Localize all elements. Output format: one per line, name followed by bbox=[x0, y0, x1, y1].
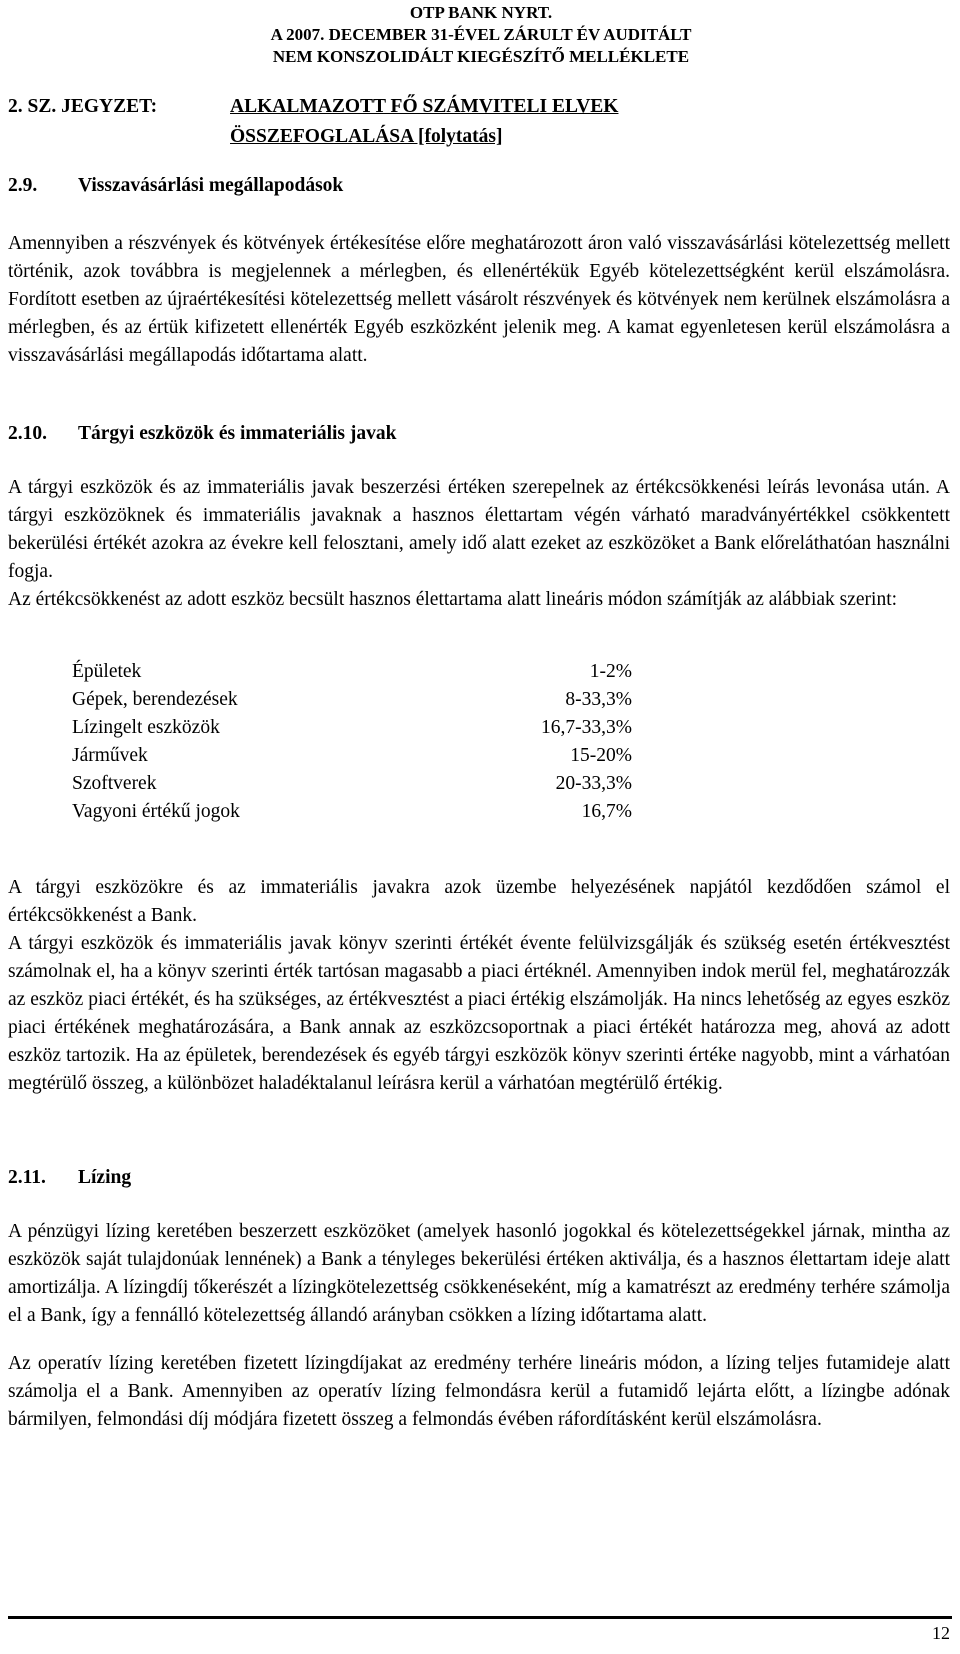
depreciation-rate: 16,7% bbox=[581, 801, 632, 822]
asset-category: Szoftverek bbox=[72, 773, 157, 794]
paragraph: Az operatív lízing keretében fizetett lízingdíjakat az eredmény terhére lineáris módon, a lízing teljes futamideje alatt számolja el a Bank. Amennyiben az operatív lízing felmondásra kerül a futamidő lejárta előtt, a lízingbe adónak bármilyen, felmondási díj módjára fizetett összeg a felmondás évében ráfordításként kerül elszámolásra. bbox=[8, 1353, 950, 1430]
header-line-3: NEM KONSZOLIDÁLT KIEGÉSZÍTŐ MELLÉKLETE bbox=[272, 47, 690, 66]
depreciation-rate: 20-33,3% bbox=[555, 773, 632, 794]
document-header bbox=[0, 2, 960, 68]
footer-divider bbox=[8, 1616, 952, 1619]
section-title: Visszavásárlási megállapodások bbox=[78, 175, 344, 196]
section-2-10-body bbox=[8, 474, 950, 614]
section-2-9-body bbox=[8, 230, 950, 370]
asset-category: Járművek bbox=[72, 745, 148, 766]
section-heading-2-9 bbox=[8, 172, 343, 200]
list-item bbox=[72, 658, 632, 686]
section-number: 2.11. bbox=[8, 1167, 46, 1188]
paragraph: Az értékcsökkenést az adott eszköz becsült hasznos élettartama alatt lineáris módon számítják az alábbiak szerint: bbox=[8, 589, 898, 610]
page-number: 12 bbox=[932, 1623, 950, 1643]
paragraph: A tárgyi eszközök és immateriális javak könyv szerinti értékét évente felülvizsgálják és szükség esetén értékvesztést számolnak el, ha a könyv szerinti érték tartósan magasabb a piaci értéknél. Amennyiben indok merül fel, meghatározzák az eszköz piaci értékét, és ha szükséges, az értékvesztést a piaci értékig elszámolják. Ha nincs lehetőség az egyes eszköz piaci értékének meghatározására, a Bank annak az eszközcsoportnak a piaci értékét határozza meg, ahová az adott eszköz tartozik. Ha az épületek, berendezések és egyéb tárgyi eszközök könyv szerinti értéke nagyobb, mint a várhatóan megtérülő összeg, a különbözet haladéktalanul leírásra kerül a várhatóan megtérülő értékig. bbox=[8, 933, 950, 1094]
paragraph: A pénzügyi lízing keretében beszerzett eszközöket (amelyek hasonló jogokkal és kötelezettségekkel járnak, mintha az eszközök saját tulajdonúak lennének) a Bank a tényleges bekerülési értéken aktiválja, és a hasznos élettartam ideje alatt amortizálja. A lízingdíj tőkerészét a lízingkötelezettség csökkenéseként, míg a kamatrészt az eredmény terhére számolja el a Bank, így a fennálló kötelezettség állandó arányban csökken a lízing időtartama alatt. bbox=[8, 1221, 950, 1326]
company-name: OTP BANK NYRT. bbox=[409, 3, 553, 22]
depreciation-rate: 1-2% bbox=[589, 661, 632, 682]
depreciation-rate: 16,7-33,3% bbox=[541, 717, 632, 738]
chapter-heading bbox=[8, 92, 618, 152]
paragraph: Amennyiben a részvények és kötvények értékesítése előre meghatározott áron való visszavásárlási kötelezettség mellett történik, azok továbbra is megjelennek a mérlegben, és ellenértékük Egyéb kötelezettségként kerül elszámolásra. Fordított esetben az újraértékesítési kötelezettség mellett vásárolt részvények és kötvények nem kerülnek elszámolásra a mérlegben, és az értük kifizetett ellenérték Egyéb eszközként jelenik meg. A kamat egyenletesen kerül elszámolásra a visszavásárlási megállapodás időtartama alatt. bbox=[8, 233, 950, 366]
chapter-label: 2. SZ. JEGYZET: bbox=[8, 96, 158, 117]
paragraph: A tárgyi eszközök és az immateriális javak beszerzési értéken szerepelnek az értékcsökkenési leírás levonása után. A tárgyi eszközöknek és immateriális javaknak a hasznos élettartam végén várható maradványértékkel csökkentett bekerülési értékét azokra az évekre kell felosztani, amely idő alatt ezeket az eszközöket a Bank előreláthatóan használni fogja. bbox=[8, 477, 950, 582]
paragraph: A tárgyi eszközökre és az immateriális javakra azok üzembe helyezésének napjától kezdődően számol el értékcsökkenést a Bank. bbox=[8, 877, 950, 926]
asset-category: Gépek, berendezések bbox=[72, 689, 238, 710]
chapter-title-line-1: ALKALMAZOTT FŐ SZÁMVITELI ELVEK bbox=[230, 96, 619, 117]
asset-category: Vagyoni értékű jogok bbox=[72, 801, 240, 822]
asset-category: Épületek bbox=[72, 661, 142, 682]
list-item bbox=[72, 798, 632, 826]
section-number: 2.10. bbox=[8, 423, 47, 444]
section-heading-2-10 bbox=[8, 420, 396, 448]
asset-category: Lízingelt eszközök bbox=[72, 717, 220, 738]
list-item bbox=[72, 686, 632, 714]
list-item bbox=[72, 770, 632, 798]
section-2-11-body bbox=[8, 1218, 950, 1434]
chapter-title-line-2: ÖSSZEFOGLALÁSA [folytatás] bbox=[230, 126, 503, 147]
list-item bbox=[72, 714, 632, 742]
section-heading-2-11 bbox=[8, 1164, 131, 1192]
depreciation-rate-list bbox=[72, 658, 632, 826]
list-item bbox=[72, 742, 632, 770]
section-number: 2.9. bbox=[8, 175, 38, 196]
header-line-2: A 2007. DECEMBER 31-ÉVEL ZÁRULT ÉV AUDITÁLT bbox=[270, 25, 692, 44]
depreciation-rate: 15-20% bbox=[570, 745, 632, 766]
section-title: Lízing bbox=[78, 1167, 132, 1188]
section-title: Tárgyi eszközök és immateriális javak bbox=[78, 423, 397, 444]
depreciation-rate: 8-33,3% bbox=[565, 689, 632, 710]
section-2-10-body-continued bbox=[8, 874, 950, 1098]
